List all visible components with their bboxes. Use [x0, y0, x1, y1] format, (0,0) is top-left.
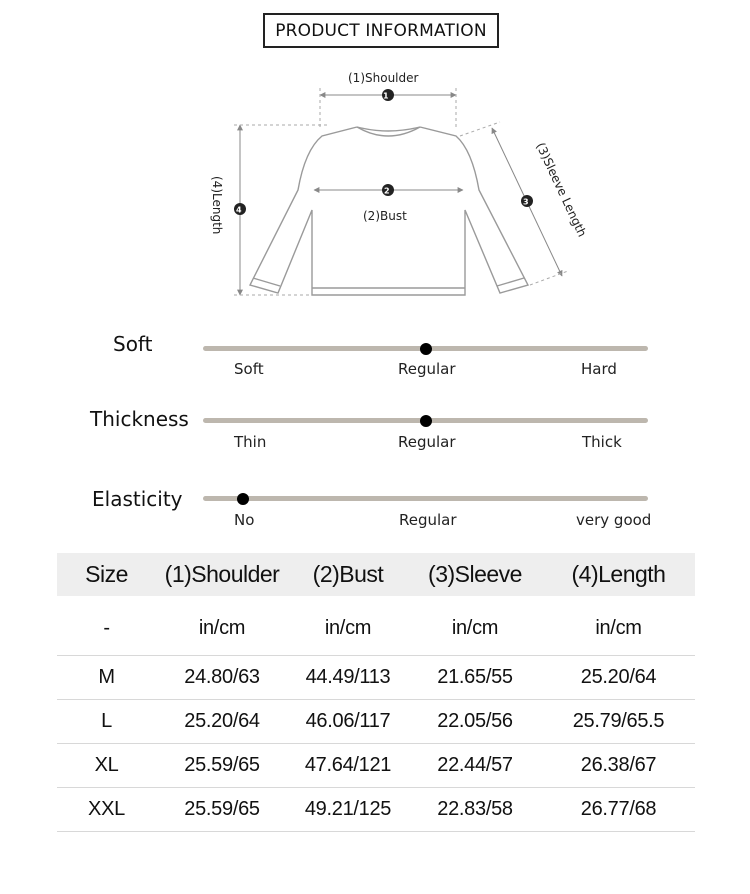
table-cell: in/cm	[542, 596, 695, 656]
scale-thickness-left: Thin	[234, 433, 267, 451]
table-row	[57, 656, 695, 700]
scale-thickness-dot	[420, 415, 432, 427]
header-bust: (2)Bust	[288, 553, 408, 596]
page-title: PRODUCT INFORMATION	[263, 13, 499, 48]
marker-3-text: 3	[523, 197, 529, 207]
bust-label: (2)Bust	[363, 209, 407, 223]
table-cell: 47.64/121	[288, 744, 408, 788]
marker-4-text: 4	[236, 205, 242, 215]
length-label: (4)Length	[210, 176, 224, 235]
garment-diagram	[0, 0, 750, 310]
scale-elasticity-dot	[237, 493, 249, 505]
header-sleeve: (3)Sleeve	[408, 553, 542, 596]
table-cell: 25.59/65	[156, 744, 288, 788]
table-cell: 25.20/64	[542, 656, 695, 700]
table-cell: XL	[57, 744, 156, 788]
scale-elasticity-right: very good	[576, 511, 652, 529]
table-row	[57, 744, 695, 788]
scale-soft-right: Hard	[581, 360, 617, 378]
scale-thickness-right: Thick	[582, 433, 622, 451]
table-cell: 21.65/55	[408, 656, 542, 700]
table-row	[57, 788, 695, 832]
table-cell: 46.06/117	[288, 700, 408, 744]
table-cell: 22.83/58	[408, 788, 542, 832]
table-cell: 24.80/63	[156, 656, 288, 700]
shoulder-label: (1)Shoulder	[348, 71, 419, 85]
scale-soft-left: Soft	[234, 360, 264, 378]
marker-1-text: 1	[383, 91, 389, 101]
marker-2-text: 2	[384, 186, 390, 196]
table-cell: XXL	[57, 788, 156, 832]
table-cell: 49.21/125	[288, 788, 408, 832]
scale-elasticity-middle: Regular	[399, 511, 457, 529]
table-cell: -	[57, 596, 156, 656]
table-cell: 25.20/64	[156, 700, 288, 744]
table-cell: M	[57, 656, 156, 700]
sleeve-length-label: (3)Sleeve Length	[533, 140, 590, 240]
scale-elasticity-track	[203, 496, 648, 501]
table-cell: 22.44/57	[408, 744, 542, 788]
units-row	[57, 596, 695, 656]
table-cell: 44.49/113	[288, 656, 408, 700]
table-cell: 22.05/56	[408, 700, 542, 744]
table-cell: 25.79/65.5	[542, 700, 695, 744]
scale-thickness-label: Thickness	[90, 407, 189, 431]
table-cell: in/cm	[408, 596, 542, 656]
scale-soft-label: Soft	[113, 332, 153, 356]
scale-soft-middle: Regular	[398, 360, 456, 378]
scale-thickness-middle: Regular	[398, 433, 456, 451]
table-cell: 26.38/67	[542, 744, 695, 788]
table-header-row	[57, 553, 695, 596]
header-shoulder: (1)Shoulder	[156, 553, 288, 596]
header-length: (4)Length	[542, 553, 695, 596]
table-cell: in/cm	[156, 596, 288, 656]
scale-elasticity-label: Elasticity	[92, 487, 183, 511]
table-row	[57, 700, 695, 744]
table-cell: 26.77/68	[542, 788, 695, 832]
table-cell: L	[57, 700, 156, 744]
size-table	[57, 553, 695, 832]
table-cell: in/cm	[288, 596, 408, 656]
table-cell: 25.59/65	[156, 788, 288, 832]
header-size: Size	[57, 553, 156, 596]
scale-elasticity-left: No	[234, 511, 255, 529]
scale-soft-dot	[420, 343, 432, 355]
